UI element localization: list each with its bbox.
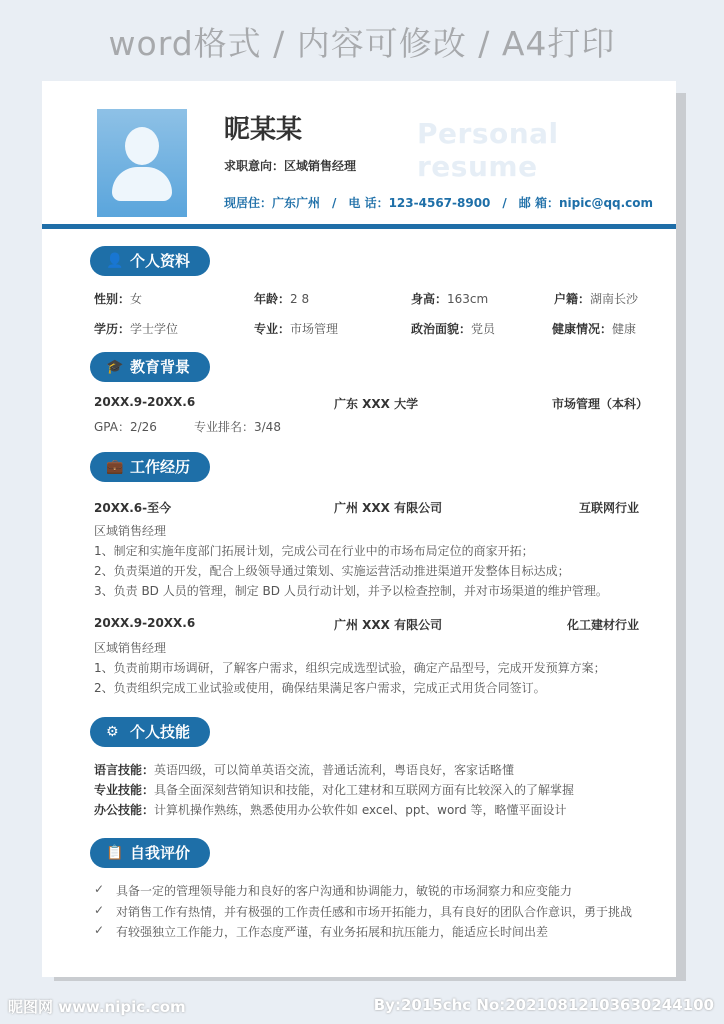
phone: 电 话：123-4567-8900 [348,196,491,210]
health: 健康情况：健康 [552,322,637,336]
age: 年龄：2 8 [254,292,310,306]
job-company: 广州 XXX 有限公司 [334,618,443,632]
skill-line: 语言技能：英语四级，可以简单英语交流，普通话流利，粤语良好，客家话略懂 [94,763,515,777]
check-icon: ✓ [94,923,105,937]
political-status: 政治面貌：党员 [411,322,496,336]
separator: / [332,196,337,210]
job-role: 区域销售经理 [94,641,167,655]
section-title: 个人资料 [130,252,191,270]
residence: 现居住：广东广州 [224,196,321,210]
top-banner: word格式 / 内容可修改 / A4打印 [108,24,616,63]
evaluation-item: 有较强独立工作能力，工作态度严谨，有业务拓展和抗压能力，能适应长时间出差 [116,925,549,939]
briefcase-icon: 💼 [106,459,124,475]
separator: / [502,196,507,210]
header-divider [42,224,676,229]
job-line: 3、负责 BD 人员的管理，制定 BD 人员行动计划，并予以检查控制，并对市场渠道的维护管理。 [94,584,608,598]
evaluation-item: 对销售工作有热情，并有极强的工作责任感和市场开拓能力，具有良好的团队合作意识，勇于挑战 [116,905,633,919]
site-watermark-right: By:2015chc No:20210812103630244100 [373,996,714,1014]
job-role: 区域销售经理 [94,524,167,538]
contact-line [224,194,653,211]
job-line: 2、负责渠道的开发，配合上级领导通过策划、实施运营活动推进渠道开发整体目标达成； [94,564,570,578]
section-title: 个人技能 [130,723,191,741]
section-evaluation [90,838,210,868]
avatar-head-icon [125,127,159,165]
edu-major: 市场管理（本科） [552,397,649,411]
check-icon: ✓ [94,882,105,896]
user-icon: 👤 [106,253,124,269]
email: 邮 箱：nipic@qq.com [518,196,654,210]
job-period: 20XX.9-20XX.6 [94,616,196,630]
graduation-cap-icon: 🎓 [106,359,124,375]
job-company: 广州 XXX 有限公司 [334,501,443,515]
gender: 性别：女 [94,292,143,306]
section-education [90,352,210,382]
job-industry: 化工建材行业 [567,618,640,632]
gear-icon: ⚙ [106,724,119,740]
check-icon: ✓ [94,903,105,917]
section-work [90,452,210,482]
site-watermark-left: 昵图网 www.nipic.com [8,998,186,1016]
evaluation-item: 具备一定的管理领导能力和良好的客户沟通和协调能力，敏锐的市场洞察力和应变能力 [116,884,573,898]
job-line: 1、制定和实施年度部门拓展计划，完成公司在行业中的市场布局定位的商家开拓； [94,544,534,558]
section-title: 自我评价 [130,844,191,862]
section-personal [90,246,210,276]
job-industry: 互联网行业 [579,501,640,515]
job-intent: 求职意向：区域销售经理 [224,159,357,173]
section-title: 工作经历 [130,458,191,476]
avatar-photo [97,109,187,217]
job-line: 2、负责组织完成工业试验或使用，确保结果满足客户需求，完成正式用货合同签订。 [94,681,546,695]
section-skills [90,717,210,747]
edu-school: 广东 XXX 大学 [334,397,419,411]
avatar-body-icon [112,167,172,201]
edu-period: 20XX.9-20XX.6 [94,395,196,409]
degree: 学历：学士学位 [94,322,179,336]
edu-gpa: GPA：2/26 [94,420,157,434]
skill-line: 办公技能：计算机操作熟练，熟悉使用办公软件如 excel、ppt、word 等，略懂平面设计 [94,803,567,817]
job-period: 20XX.6-至今 [94,501,172,515]
personal-resume-watermark: Personal resume [417,117,559,183]
clipboard-icon: 📋 [106,845,124,861]
hukou: 户籍：湖南长沙 [554,292,639,306]
section-title: 教育背景 [130,358,191,376]
edu-rank: 专业排名：3/48 [194,420,281,434]
height: 身高：163cm [411,292,489,306]
skill-line: 专业技能：具备全面深刻营销知识和技能，对化工建材和互联网方面有比较深入的了解掌握 [94,783,575,797]
resume-page [42,81,676,977]
candidate-name: 昵某某 [224,115,303,145]
job-line: 1、负责前期市场调研，了解客户需求，组织完成选型试验，确定产品型号，完成开发预算方案； [94,661,606,675]
major: 专业：市场管理 [254,322,339,336]
